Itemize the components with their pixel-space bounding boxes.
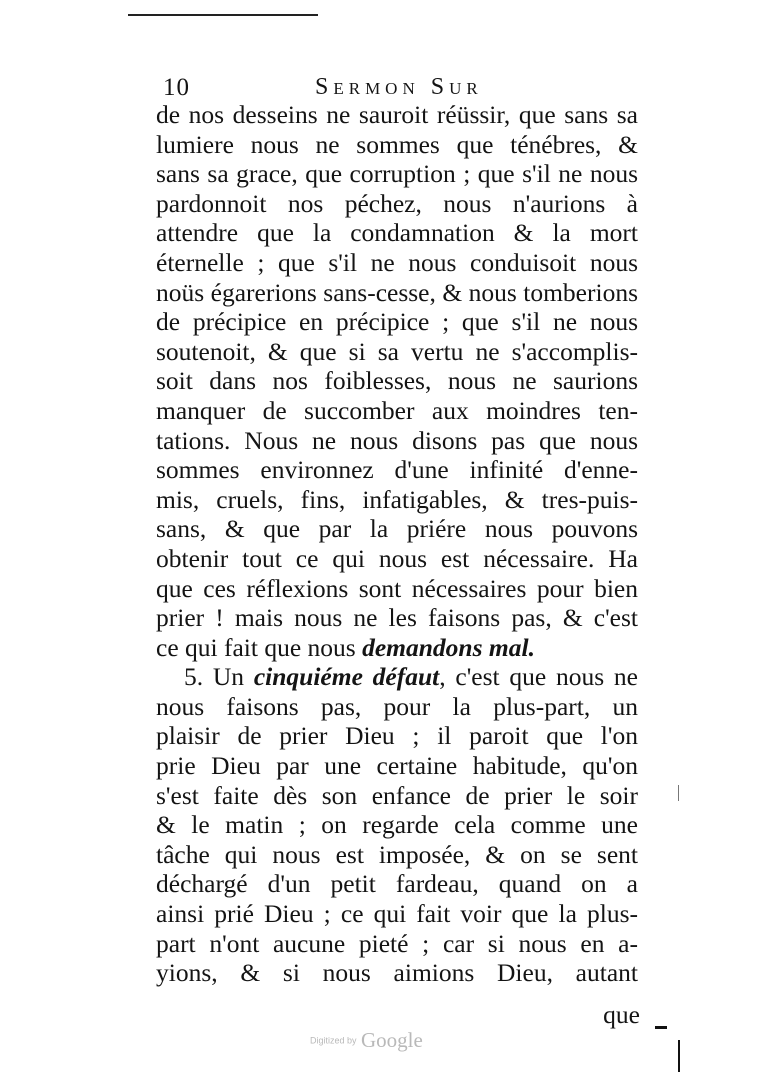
text-line [156, 307, 638, 337]
text-line [156, 337, 638, 367]
line-text: ainsi prié Dieu ; ce qui fait voir que la plus- [156, 899, 638, 929]
edge-mark [655, 1026, 667, 1029]
line-text: obtenir tout ce qui nous est nécessaire. Ha [156, 543, 638, 573]
text-line [156, 662, 638, 692]
line-text: éternelle ; que s'il ne nous conduisoit nous [156, 247, 638, 277]
text-line [156, 869, 638, 899]
text-line [156, 485, 638, 515]
line-text: sans sa grace, que corruption ; que s'il ne nous [156, 159, 638, 189]
text-line [156, 366, 638, 396]
line-text: mis, cruels, fins, infatigables, & tres-puis- [156, 484, 638, 514]
text-line [156, 514, 638, 544]
text-line [156, 929, 638, 959]
text-line [156, 278, 638, 308]
catchword: que [603, 1000, 640, 1029]
text-line [156, 130, 638, 160]
text-line [156, 721, 638, 751]
line-text: lumiere nous ne sommes que ténébres, & [156, 129, 638, 159]
digitized-by-watermark [310, 1028, 423, 1052]
emphasis-text: cinquiéme défaut [253, 662, 440, 692]
emphasis-text: demandons mal. [362, 632, 535, 662]
text-line [156, 603, 638, 633]
text-line [156, 633, 638, 663]
line-text: soit dans nos foiblesses, nous ne saurions [156, 366, 638, 396]
line-text: tâche qui nous est imposée, & on se sent [156, 839, 638, 869]
line-text: 5. Un [184, 662, 254, 692]
line-text: & le matin ; on regarde cela comme une [156, 810, 638, 840]
text-line [156, 218, 638, 248]
text-line [156, 396, 638, 426]
text-line [156, 189, 638, 219]
text-line [156, 840, 638, 870]
line-text: prier ! mais nous ne les faisons pas, & c'est [156, 603, 638, 633]
text-line [156, 426, 638, 456]
line-text: plaisir de prier Dieu ; il paroit que l'on [156, 721, 638, 751]
text-line [156, 810, 638, 840]
line-text: ce qui fait que nous [156, 632, 363, 662]
line-text: de précipice en précipice ; que s'il ne nous [156, 307, 638, 337]
line-text-after: , c'est que nous ne [439, 662, 638, 692]
line-text: manquer de succomber aux moindres ten- [156, 395, 638, 425]
digitized-by-label: Digitized by [310, 1035, 357, 1046]
line-text: prie Dieu par une certaine habitude, qu'on [156, 751, 638, 781]
line-text: tations. Nous ne nous disons pas que nous [156, 425, 638, 455]
line-text: que ces réflexions sont nécessaires pour bien [156, 573, 638, 603]
edge-mark [678, 1040, 680, 1072]
line-text: s'est faite dès son enfance de prier le soir [156, 780, 638, 810]
line-text: sans, & que par la priére nous pouvons [156, 514, 638, 544]
line-text: déchargé d'un petit fardeau, quand on a [156, 869, 638, 899]
text-line [156, 958, 638, 988]
text-line [156, 751, 638, 781]
top-rule [128, 14, 318, 16]
line-text: soutenoit, & que si sa vertu ne s'accomplis- [156, 336, 638, 366]
line-text: sommes environnez d'une infinité d'enne- [156, 455, 638, 485]
line-text: yions, & si nous aimions Dieu, autant [156, 958, 638, 988]
line-text: pardonnoit nos péchez, nous n'aurions à [156, 188, 638, 218]
page-number: 10 [163, 74, 190, 101]
running-head: Sermon Sur [315, 74, 483, 100]
google-logo: Google [360, 1028, 423, 1052]
text-line [156, 455, 638, 485]
text-line [156, 574, 638, 604]
text-line [156, 692, 638, 722]
edge-mark [678, 785, 679, 801]
text-line [156, 544, 638, 574]
text-line [156, 248, 638, 278]
line-text: attendre que la condamnation & la mort [156, 218, 638, 248]
line-text: nous faisons pas, pour la plus-part, un [156, 691, 638, 721]
line-text: noüs égarerions sans-cesse, & nous tomberions [156, 277, 638, 307]
text-line [156, 781, 638, 811]
text-line [156, 899, 638, 929]
line-text: de nos desseins ne sauroit réüssir, que sans sa [156, 100, 638, 129]
line-text: part n'ont aucune pieté ; car si nous en a- [156, 928, 638, 958]
text-line [156, 159, 638, 189]
body-text [156, 100, 638, 988]
text-line [156, 100, 638, 130]
